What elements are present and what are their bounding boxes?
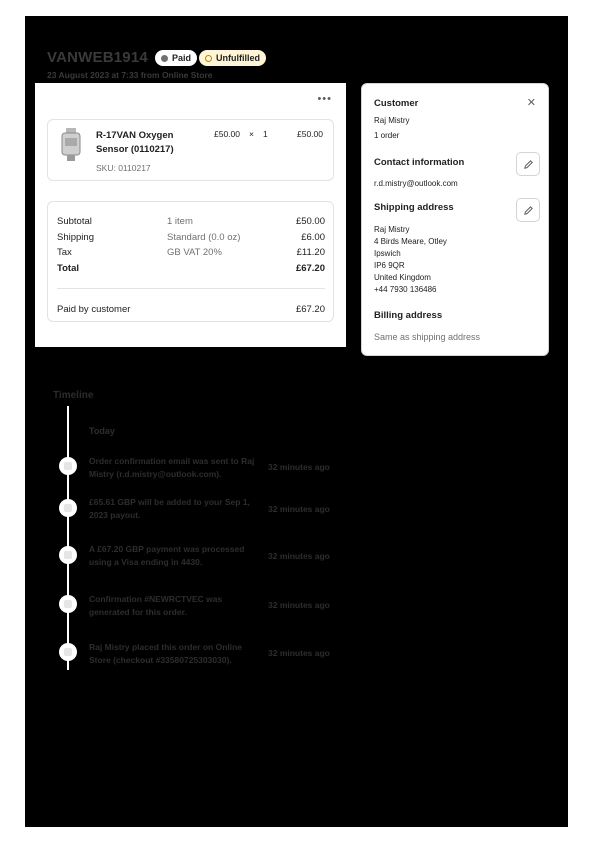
product-sku: SKU: 0110217 xyxy=(96,163,151,173)
times-sign: × xyxy=(249,129,254,139)
summary-row-tax xyxy=(57,247,325,261)
customer-email[interactable]: r.d.mistry@outlook.com xyxy=(374,179,458,188)
timeline-line xyxy=(67,406,69,670)
summary-label: Subtotal xyxy=(57,216,92,227)
customer-orders[interactable]: 1 order xyxy=(374,131,400,140)
timeline-node-icon xyxy=(59,595,77,613)
status-dot-icon xyxy=(205,55,212,62)
summary-value: £11.20 xyxy=(296,247,325,258)
timeline-event: Raj Mistry placed this order on Online Store (checkout #33580725303030). xyxy=(89,642,243,665)
summary-detail: Standard (0.0 oz) xyxy=(167,232,241,243)
quantity: 1 xyxy=(263,129,268,139)
unfulfilled-badge xyxy=(199,50,266,66)
timeline-node-icon xyxy=(59,457,77,475)
timeline-time: 32 minutes ago xyxy=(268,551,330,561)
summary-detail: GB VAT 20% xyxy=(167,247,222,258)
status-dot-icon xyxy=(161,55,168,62)
divider xyxy=(57,288,325,289)
summary-row-total xyxy=(57,263,325,277)
customer-name[interactable]: Raj Mistry xyxy=(374,116,410,125)
timeline-day-label: Today xyxy=(89,426,115,436)
timeline-time: 32 minutes ago xyxy=(268,462,330,472)
close-icon[interactable]: ✕ xyxy=(526,97,536,109)
timeline-node-icon xyxy=(59,499,77,517)
unfulfilled-badge-label: Unfulfilled xyxy=(216,53,260,63)
timeline-event: £65.61 GBP will be added to your Sep 1, 2023 payout. xyxy=(89,497,250,520)
paid-badge xyxy=(155,50,197,66)
line-item xyxy=(47,119,334,181)
timeline-time: 32 minutes ago xyxy=(268,648,330,658)
timeline-time: 32 minutes ago xyxy=(268,600,330,610)
more-horizontal-icon[interactable]: ••• xyxy=(317,93,332,105)
paid-label: Paid by customer xyxy=(57,304,131,315)
timeline-time: 32 minutes ago xyxy=(268,504,330,514)
pencil-icon xyxy=(523,159,534,170)
pencil-icon xyxy=(523,205,534,216)
paid-value: £67.20 xyxy=(295,304,325,315)
address-line: Ipswich xyxy=(374,249,401,258)
timeline-event: Confirmation #NEWRCTVEC was generated for this order. xyxy=(89,594,223,617)
customer-card xyxy=(361,83,549,356)
product-name[interactable]: R-17VAN Oxygen Sensor (0110217) xyxy=(96,130,174,155)
timeline-node-icon xyxy=(59,546,77,564)
shipping-address xyxy=(374,224,447,296)
billing-heading: Billing address xyxy=(374,310,443,321)
edit-contact-button[interactable] xyxy=(516,152,540,176)
address-line: IP6 9QR xyxy=(374,261,405,270)
order-number: VANWEB1914 xyxy=(47,49,148,66)
edit-shipping-button[interactable] xyxy=(516,198,540,222)
product-thumbnail xyxy=(58,128,84,162)
timeline-event: A £67.20 GBP payment was processed using a Visa ending in 4430. xyxy=(89,544,245,567)
timeline-node-icon xyxy=(59,643,77,661)
order-subtitle: 23 August 2023 at 7:33 from Online Store xyxy=(47,70,213,80)
summary-value: £50.00 xyxy=(295,216,325,227)
address-line: United Kingdom xyxy=(374,273,431,282)
paid-badge-label: Paid xyxy=(172,53,192,63)
unit-price: £50.00 xyxy=(214,129,240,139)
order-card xyxy=(35,83,346,347)
line-total: £50.00 xyxy=(297,129,323,139)
address-line: Raj Mistry xyxy=(374,225,410,234)
summary-value: £6.00 xyxy=(301,232,325,243)
summary-detail: 1 item xyxy=(167,216,193,227)
shipping-heading: Shipping address xyxy=(374,202,454,213)
contact-heading: Contact information xyxy=(374,157,465,168)
billing-address: Same as shipping address xyxy=(374,332,481,342)
timeline-event: Order confirmation email was sent to Raj Mistry (r.d.mistry@outlook.com). xyxy=(89,456,255,479)
timeline-title: Timeline xyxy=(53,390,94,401)
summary-row-shipping xyxy=(57,232,325,246)
customer-heading: Customer xyxy=(374,98,419,109)
summary-label: Shipping xyxy=(57,232,94,243)
payment-summary xyxy=(47,201,334,322)
address-line: 4 Birds Meare, Otley xyxy=(374,237,447,246)
summary-row-subtotal xyxy=(57,216,325,230)
paid-by-customer-row xyxy=(57,304,325,318)
summary-label: Tax xyxy=(57,247,72,258)
summary-value: £67.20 xyxy=(295,263,325,274)
address-line: +44 7930 136486 xyxy=(374,285,437,294)
summary-label: Total xyxy=(57,263,79,274)
